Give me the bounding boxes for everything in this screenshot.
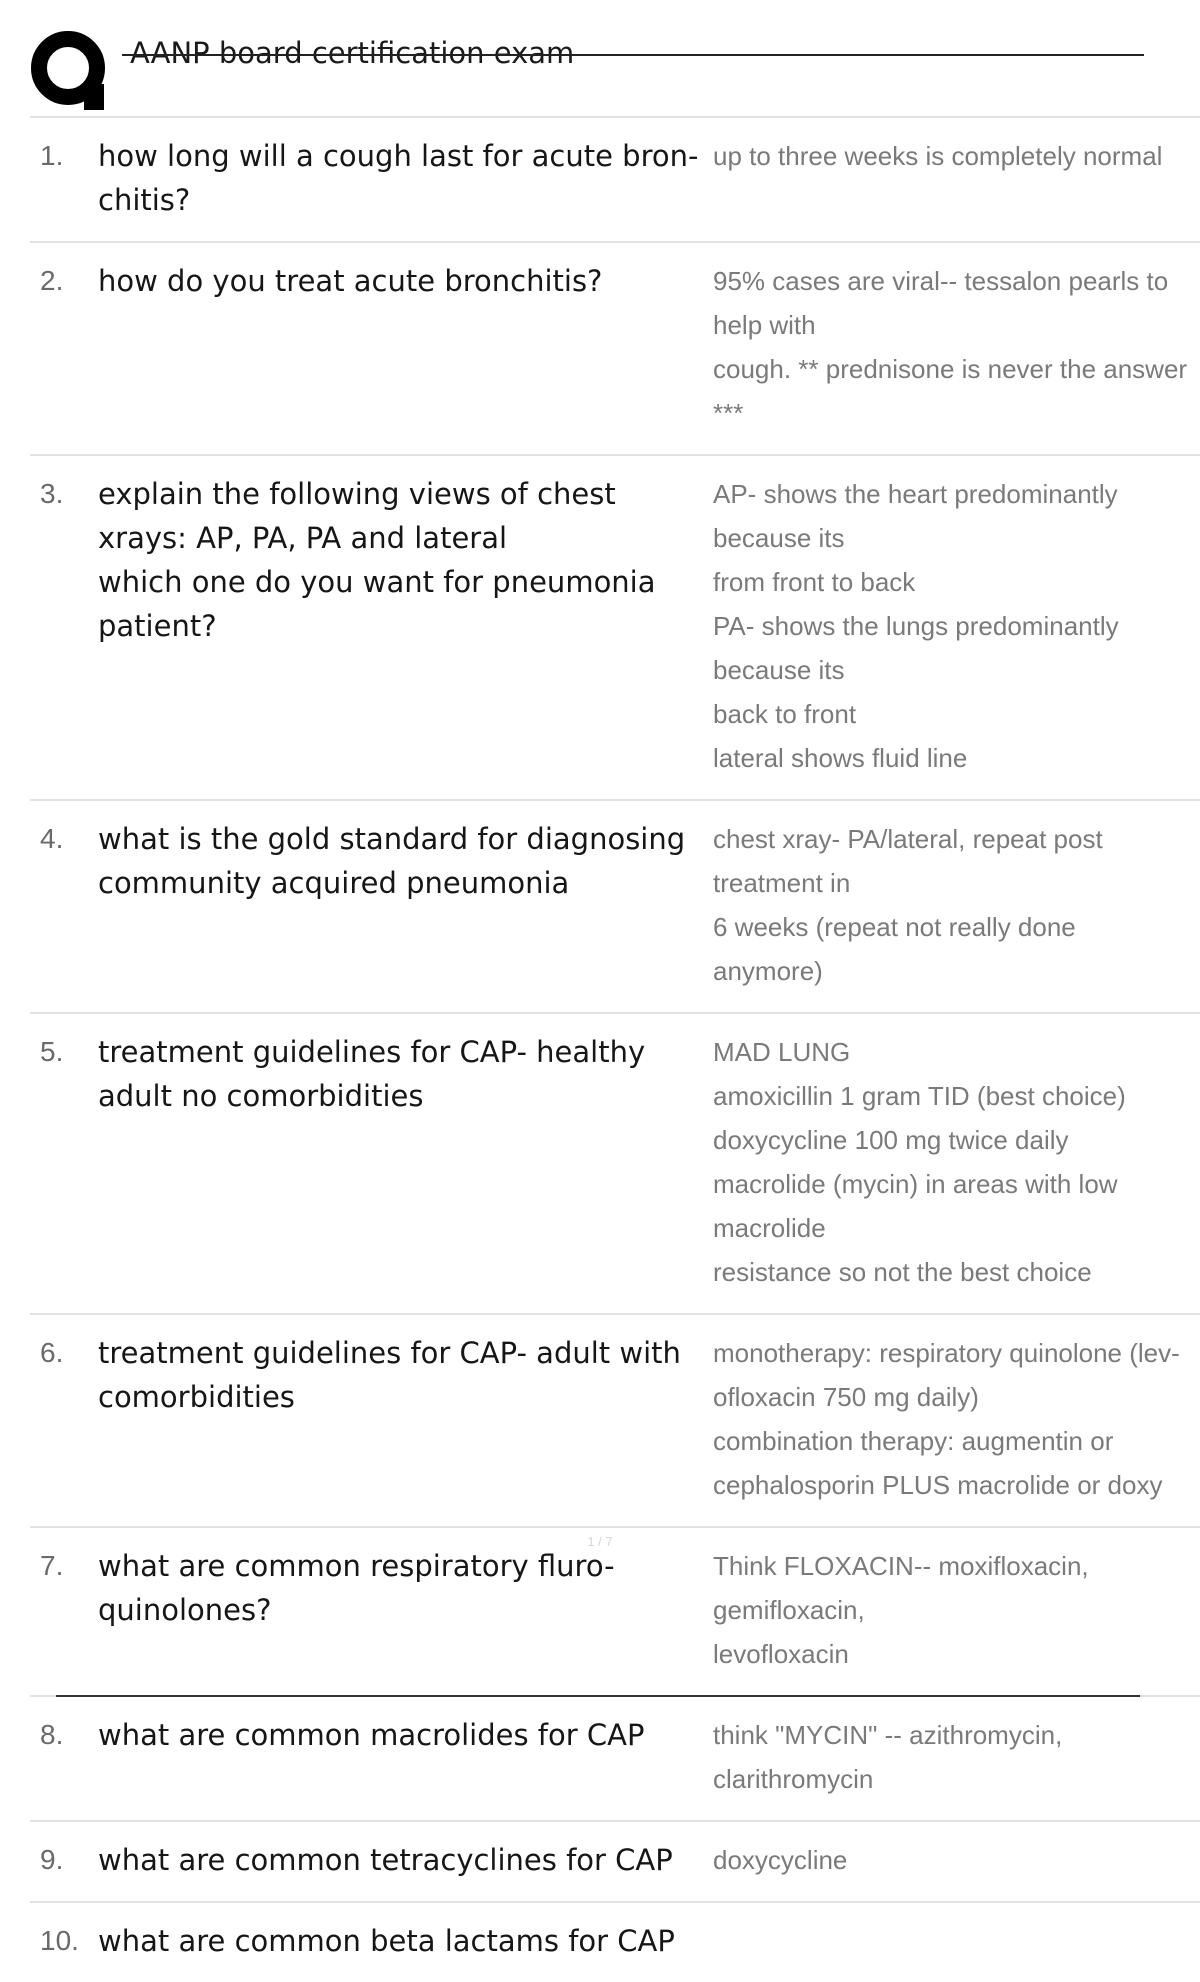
page-header — [30, 28, 1150, 118]
flashcard-row — [30, 1528, 1200, 1697]
flashcard-row — [30, 118, 1200, 243]
flashcard-row — [30, 1014, 1200, 1315]
card-question: what is the gold standard for diagnosing community acquired pneumonia — [98, 822, 686, 900]
header-strike-line — [122, 54, 1144, 56]
card-question: what are common respiratory fluro- quinolones? — [98, 1549, 615, 1627]
flashcard-row — [30, 243, 1200, 456]
card-answer: Think FLOXACIN-- moxifloxacin, gemifloxacin, levofloxacin — [713, 1551, 1089, 1669]
flashcard-row — [30, 801, 1200, 1014]
flashcard-row — [30, 456, 1200, 801]
page-number: 1 / 7 — [587, 1534, 613, 1549]
quizlet-q-logo-icon — [30, 28, 114, 112]
card-number: 3. — [40, 478, 64, 509]
card-question: explain the following views of chest xrays: AP, PA, PA and lateral which one do you want for pneumonia patient? — [98, 477, 656, 643]
card-question: what are common beta lactams for CAP — [98, 1924, 675, 1958]
card-question: how long will a cough last for acute bron- chitis? — [98, 139, 699, 217]
card-number: 8. — [40, 1719, 64, 1750]
card-number: 1. — [40, 140, 64, 171]
card-answer: MAD LUNG amoxicillin 1 gram TID (best choice) doxycycline 100 mg twice daily macrolide (mycin) in areas with low macrolide resistance so not the best choice — [713, 1037, 1126, 1287]
card-answer: up to three weeks is completely normal — [713, 141, 1163, 171]
flashcard-list — [30, 116, 1200, 1982]
card-question: treatment guidelines for CAP- healthy adult no comorbidities — [98, 1035, 646, 1113]
card-question: treatment guidelines for CAP- adult with comorbidities — [98, 1336, 681, 1414]
card-answer: doxycycline — [713, 1845, 848, 1875]
deck-title: AANP board certification exam — [130, 36, 575, 70]
flashcard-row — [30, 1315, 1200, 1528]
flashcard-row — [30, 1903, 1200, 1982]
card-answer: 95% cases are viral-- tessalon pearls to help with cough. ** prednisone is never the answer *** — [713, 266, 1188, 428]
card-number: 5. — [40, 1036, 64, 1067]
flashcard-row — [30, 1822, 1200, 1903]
card-question: what are common tetracyclines for CAP — [98, 1843, 673, 1877]
card-answer: think "MYCIN" -- azithromycin, clarithromycin — [713, 1720, 1063, 1794]
card-number: 10. — [40, 1925, 79, 1956]
flashcard-row — [30, 1697, 1200, 1822]
card-answer: chest xray- PA/lateral, repeat post treatment in 6 weeks (repeat not really done anymore) — [713, 824, 1103, 986]
footer-divider — [56, 1695, 1140, 1697]
card-number: 2. — [40, 265, 64, 296]
card-question: what are common macrolides for CAP — [98, 1718, 645, 1752]
card-number: 6. — [40, 1337, 64, 1368]
card-answer: monotherapy: respiratory quinolone (lev- ofloxacin 750 mg daily) combination therapy: augmentin or cephalosporin PLUS macrolide or doxy — [713, 1338, 1180, 1500]
card-number: 7. — [40, 1550, 64, 1581]
card-answer: AP- shows the heart predominantly because its from front to back PA- shows the lungs predominantly because its back to front lateral shows fluid line — [713, 479, 1119, 773]
card-question: how do you treat acute bronchitis? — [98, 264, 603, 298]
card-number: 4. — [40, 823, 64, 854]
card-number: 9. — [40, 1844, 64, 1875]
